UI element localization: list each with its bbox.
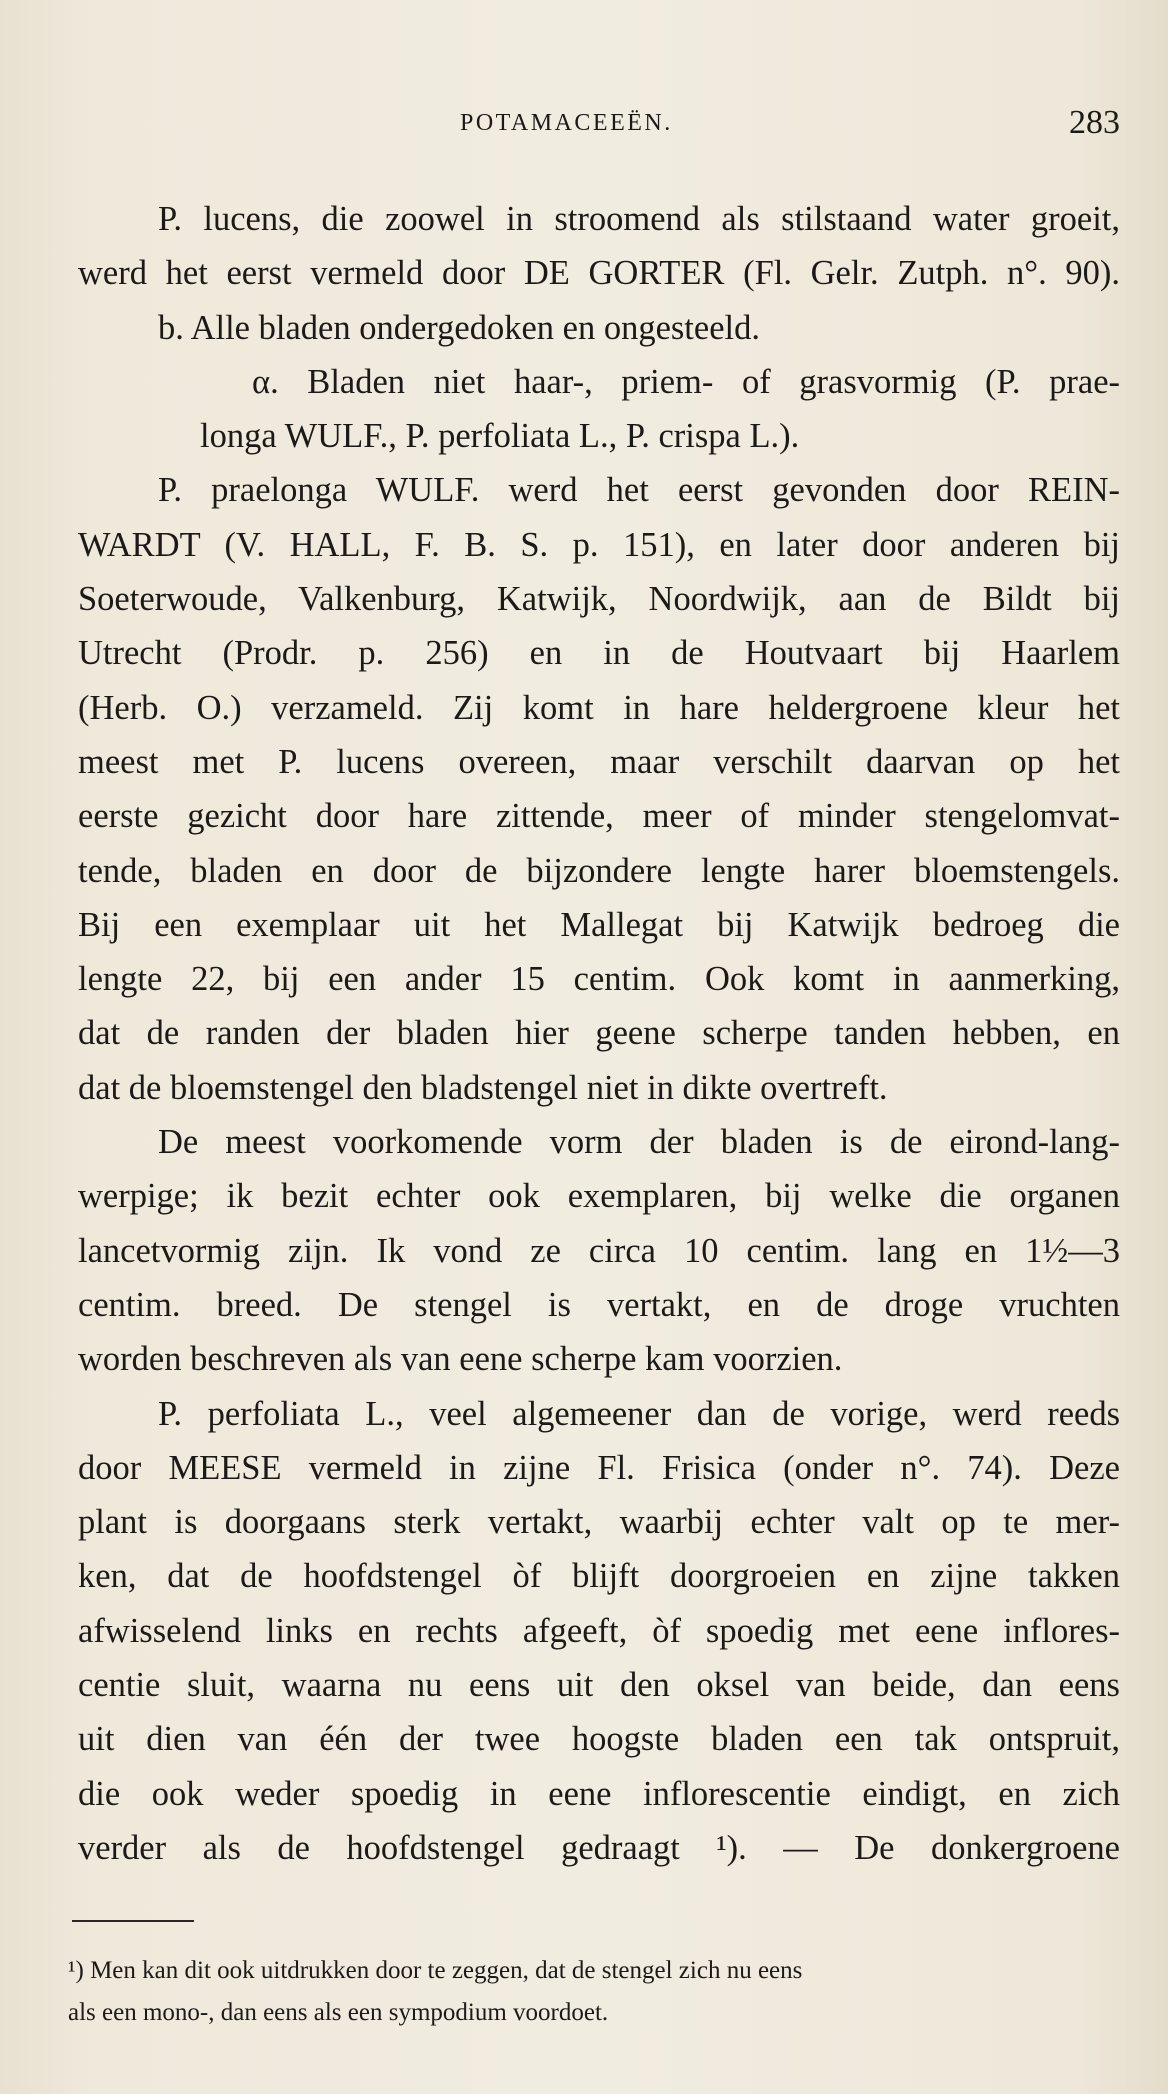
page-number: 283 xyxy=(1069,104,1120,141)
text-line: afwisselend links en rechts afgeeft, òf spoedig met eene inflores- xyxy=(78,1611,1120,1650)
text-line: lengte 22, bij een ander 15 centim. Ook komt in aanmerking, xyxy=(78,960,1120,999)
text-line: WARDT (V. HALL, F. B. S. p. 151), en later door anderen bij xyxy=(78,525,1120,564)
footnote-line: ¹) Men kan dit ook uitdrukken door te zeggen, dat de stengel zich nu eens xyxy=(68,1957,803,1984)
text-line: plant is doorgaans sterk vertakt, waarbij echter valt op te mer- xyxy=(78,1503,1120,1542)
text-line: b. Alle bladen ondergedoken en ongesteeld. xyxy=(158,308,760,347)
text-line: uit dien van één der twee hoogste bladen een tak ontspruit, xyxy=(78,1720,1120,1759)
text-line: α. Bladen niet haar-, priem- of grasvormig (P. prae- xyxy=(252,362,1120,401)
text-line: eerste gezicht door hare zittende, meer of minder stengelomvat- xyxy=(78,797,1120,836)
text-line: meest met P. lucens overeen, maar verschilt daarvan op het xyxy=(78,742,1120,781)
footnote xyxy=(68,1950,1120,2034)
text-line: ken, dat de hoofdstengel òf blijft doorgroeien en zijne takken xyxy=(78,1557,1120,1596)
text-line: (Herb. O.) verzameld. Zij komt in hare heldergroene kleur het xyxy=(78,688,1120,727)
text-line: De meest voorkomende vorm der bladen is de eirond-lang- xyxy=(158,1123,1120,1162)
text-line: lancetvormig zijn. Ik vond ze circa 10 centim. lang en 1½—3 xyxy=(78,1231,1120,1270)
text-line: P. praelonga WULF. werd het eerst gevonden door REIN- xyxy=(158,471,1120,510)
running-head: POTAMACEEËN. xyxy=(460,110,673,136)
text-line: werd het eerst vermeld door DE GORTER (Fl. Gelr. Zutph. n°. 90). xyxy=(78,254,1120,293)
text-line: Utrecht (Prodr. p. 256) en in de Houtvaart bij Haarlem xyxy=(78,634,1120,673)
text-line: door MEESE vermeld in zijne Fl. Frisica (onder n°. 74). Deze xyxy=(78,1448,1120,1487)
text-line: die ook weder spoedig in eene inflorescentie eindigt, en zich xyxy=(78,1774,1120,1813)
text-line: verder als de hoofdstengel gedraagt ¹). — De donkergroene xyxy=(78,1828,1120,1867)
text-line: Soeterwoude, Valkenburg, Katwijk, Noordwijk, aan de Bildt bij xyxy=(78,580,1120,619)
footnote-line: als een mono-, dan eens als een sympodium voordoet. xyxy=(68,1999,609,2026)
text-line: tende, bladen en door de bijzondere lengte harer bloemstengels. xyxy=(78,851,1120,890)
text-line: centim. breed. De stengel is vertakt, en de droge vruchten xyxy=(78,1285,1120,1324)
text-line: P. perfoliata L., veel algemeener dan de vorige, werd reeds xyxy=(158,1394,1120,1433)
text-line: centie sluit, waarna nu eens uit den oksel van beide, dan eens xyxy=(78,1666,1120,1705)
text-line: dat de bloemstengel den bladstengel niet in dikte overtreft. xyxy=(78,1068,888,1107)
text-line: werpige; ik bezit echter ook exemplaren, bij welke die organen xyxy=(78,1177,1120,1216)
text-line: worden beschreven als van eene scherpe kam voorzien. xyxy=(78,1340,843,1379)
body-text xyxy=(78,192,1120,1875)
page-header xyxy=(68,104,1120,148)
footnote-rule xyxy=(72,1920,194,1922)
text-line: dat de randen der bladen hier geene scherpe tanden hebben, en xyxy=(78,1014,1120,1053)
text-line: longa WULF., P. perfoliata L., P. crispa L.). xyxy=(200,417,800,456)
text-line: P. lucens, die zoowel in stroomend als stilstaand water groeit, xyxy=(158,200,1120,238)
text-line: Bij een exemplaar uit het Mallegat bij Katwijk bedroeg die xyxy=(78,905,1120,944)
